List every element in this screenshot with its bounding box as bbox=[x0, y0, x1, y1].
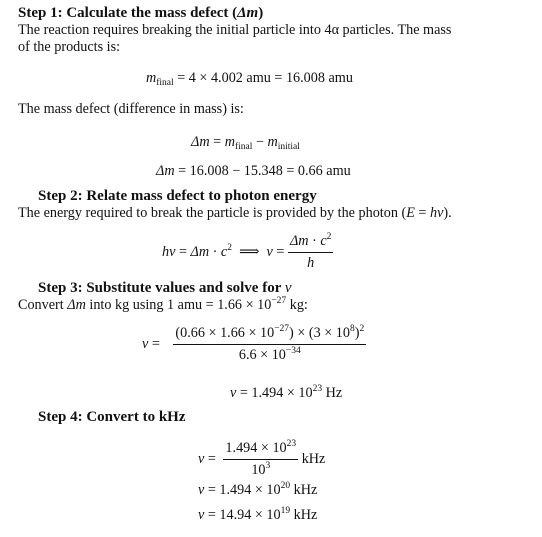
equation-mass-defect-value: Δm = 16.008 − 15.348 = 0.66 amu bbox=[156, 163, 351, 179]
equation-khz-line3: $\nu = 14.94 \times 10^{19}$ kHz bbox=[198, 506, 318, 523]
step3-heading: Step 3: Substitute values and solve for ν bbox=[38, 280, 292, 296]
equation-khz-line2: $\nu = 1.494 \times 10^{20}$ kHz bbox=[198, 481, 318, 498]
fraction-dm-c2-over-h: $\frac{\Delta m \cdot c^2}{h}$ bbox=[289, 232, 332, 271]
step2-paragraph: The energy required to break the particle is provided by the photon (E = hν). bbox=[18, 205, 452, 221]
step1-paragraph-line2: of the products is: bbox=[18, 39, 121, 55]
equation-khz-fraction: ν = $\frac{1.494 \times 10^{23}}{10^3}$ kHz bbox=[198, 439, 326, 478]
equation-mass-defect-definition: $\Delta m = m_{final} - m_{initial}$ bbox=[191, 134, 300, 152]
fraction-khz: $\frac{1.494 \times 10^{23}}{10^3}$ bbox=[225, 439, 297, 478]
step1-paragraph-line1: The reaction requires breaking the initial particle into 4α particles. The mass bbox=[18, 22, 452, 38]
step1-defect-text: The mass defect (difference in mass) is: bbox=[18, 101, 244, 117]
equation-m-final-rhs: = 4 × 4.002 amu = 16.008 amu bbox=[177, 70, 353, 86]
step4-heading: Step 4: Convert to kHz bbox=[38, 409, 186, 425]
step3-paragraph: Convert Δm into kg using 1 amu = $1.66 \times 10^{-27}$ kg: bbox=[18, 296, 308, 313]
equation-frequency-result: $\nu = 1.494 \times 10^{23}$ Hz bbox=[230, 384, 343, 401]
step2-heading: Step 2: Relate mass defect to photon energy bbox=[38, 188, 317, 204]
equation-photon-energy: $h\nu = \Delta m \cdot c^2$ ⟹ ν = $\frac{\Delta m \cdot c^2}{h}$ bbox=[162, 232, 332, 271]
fraction-frequency: $\frac{(0.66 \times 1.66 \times 10^{-27}) \times (3 \times 10^8)^2}{6.6 \times 10^{-34}}$ bbox=[175, 324, 365, 363]
equation-mass-defect-value-rhs: = 16.008 − 15.348 = 0.66 amu bbox=[178, 163, 351, 179]
step1-heading: Step 1: Calculate the mass defect (Δm) bbox=[18, 5, 264, 21]
equation-m-final: $m_{final} = 4 \times 4.002$ amu = 16.008 amu bbox=[146, 70, 353, 88]
equation-frequency-fraction: ν = $\frac{(0.66 \times 1.66 \times 10^{-27}) \times (3 \times 10^8)^2}{6.6 \times 10^{-34}}$ bbox=[142, 324, 365, 363]
